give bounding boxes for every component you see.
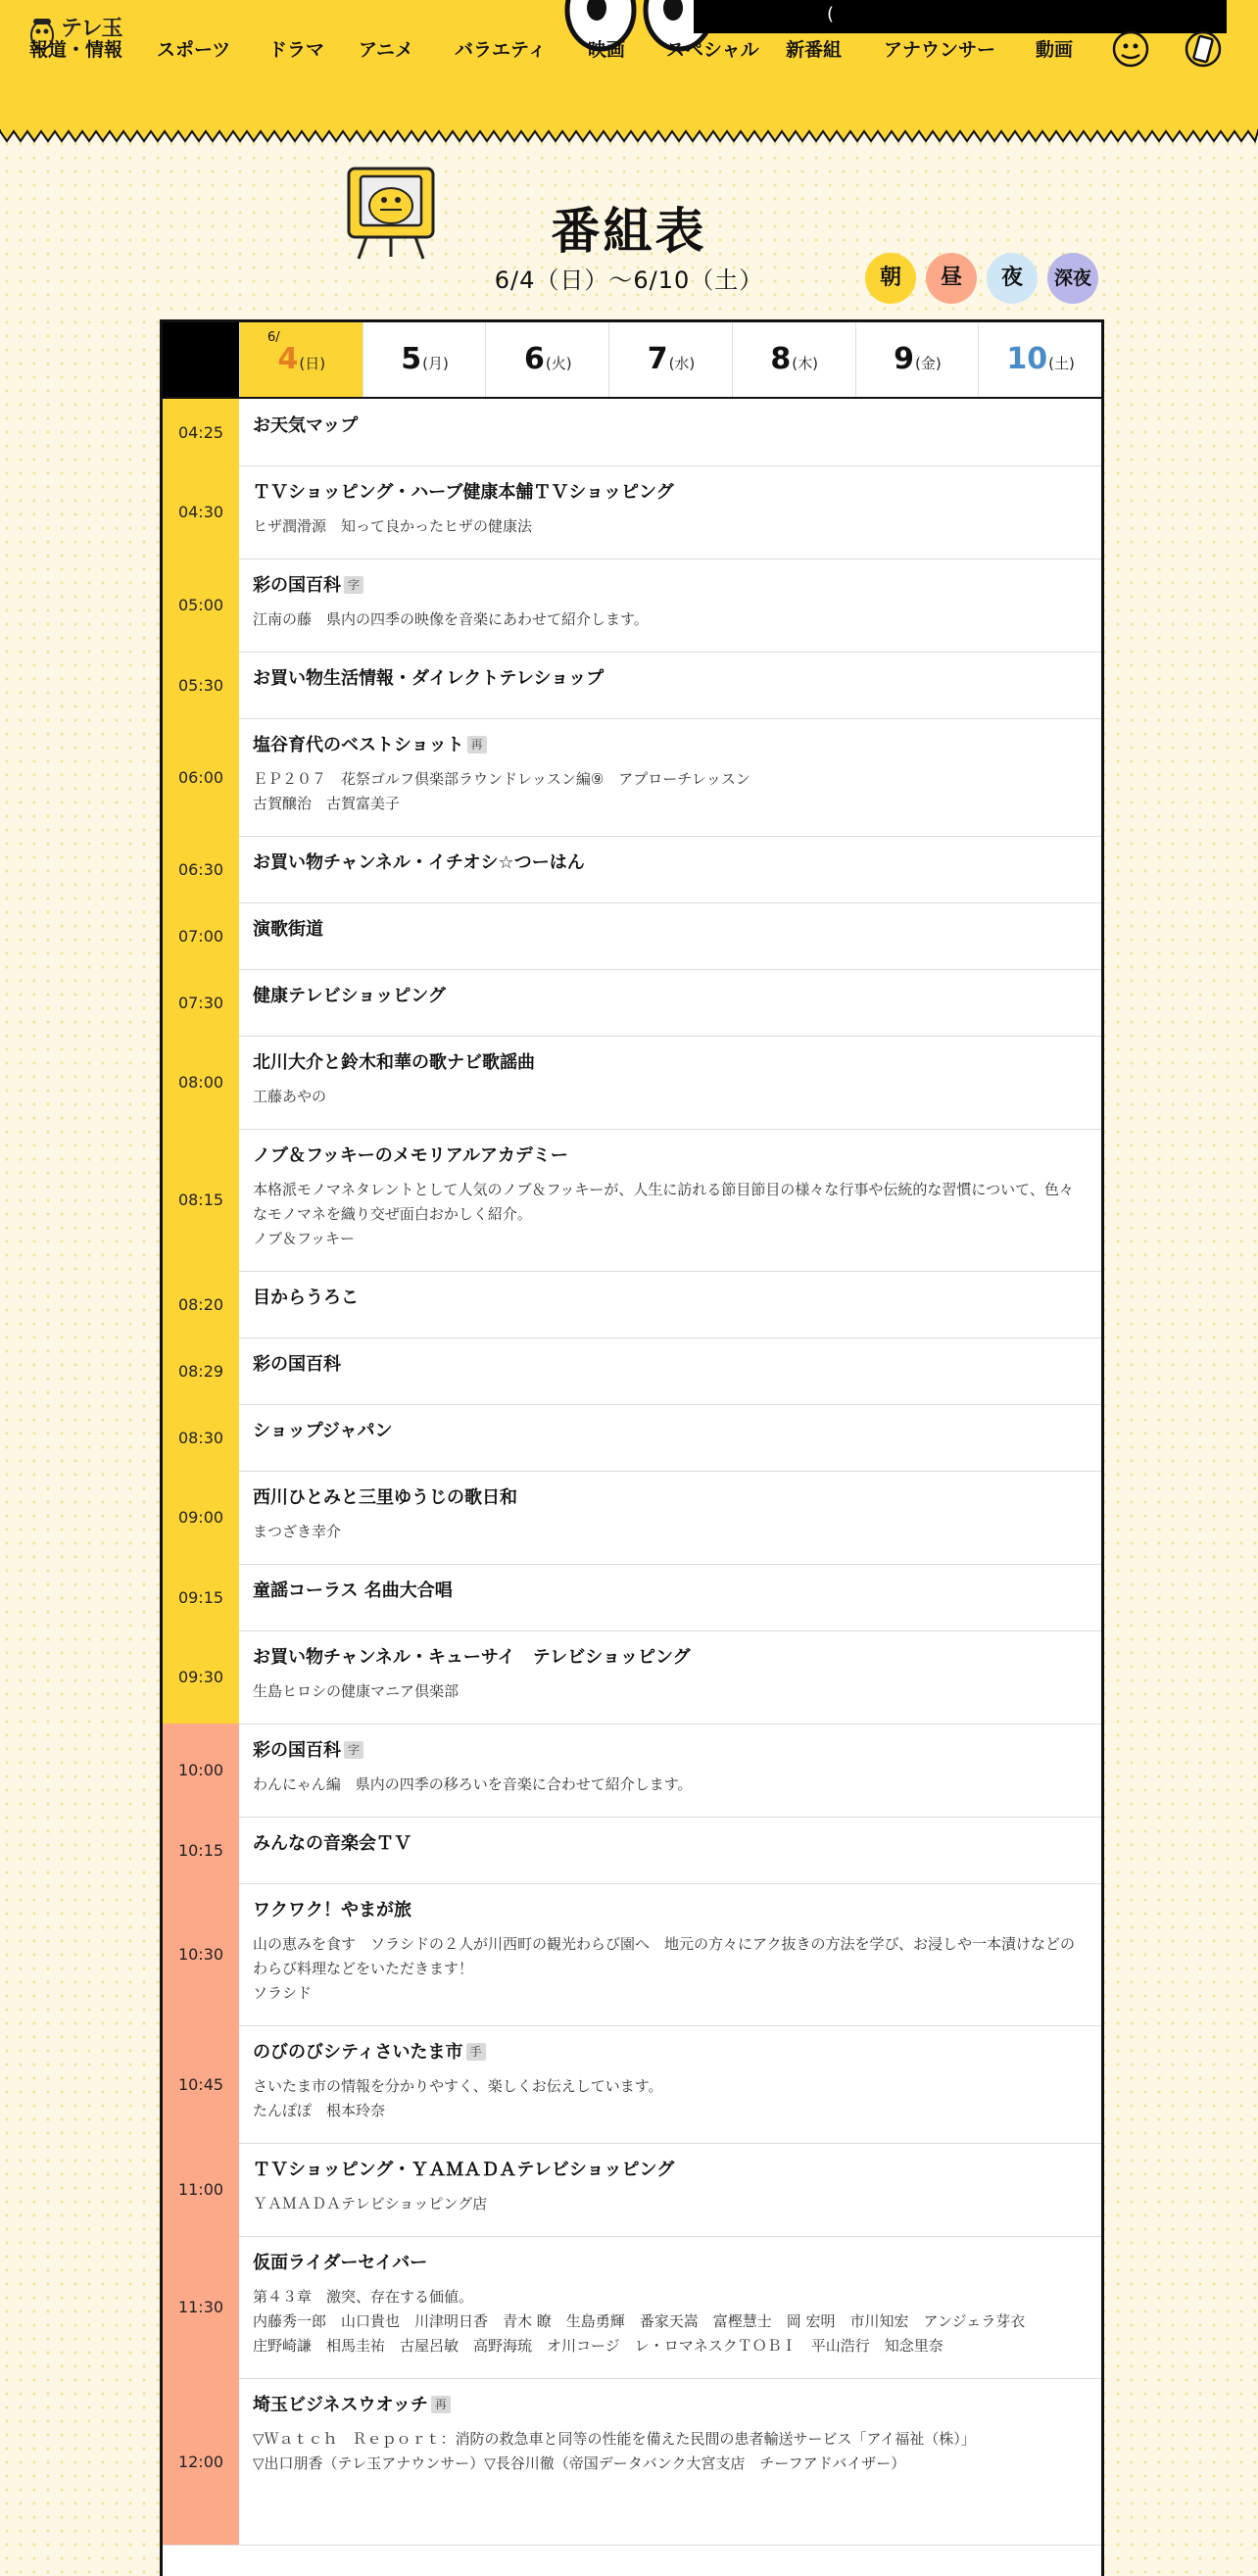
tod-label: 夜 — [1000, 266, 1023, 290]
program-title[interactable] — [253, 985, 1082, 1008]
program-description: ヒザ潤滑源 知って良かったヒザの健康法 — [253, 517, 533, 535]
nav-special[interactable]: スペシャル — [666, 39, 759, 61]
program-title-text: お天気マップ — [253, 415, 359, 436]
program-body — [253, 1404, 1082, 1443]
program-title-text: ノブ＆フッキーのメモリアルアカデミー — [253, 1145, 568, 1166]
program-row[interactable] — [163, 1471, 1101, 1565]
day-month: 6/ — [267, 330, 280, 345]
program-badge: 再 — [467, 736, 487, 753]
program-body — [253, 652, 1082, 691]
tod-label: 朝 — [879, 266, 901, 290]
smartphone-icon[interactable] — [1184, 29, 1223, 69]
program-row[interactable] — [163, 1036, 1101, 1130]
program-row[interactable] — [163, 2025, 1101, 2144]
day-number: 8 — [770, 342, 792, 376]
program-time: 04:30 — [163, 465, 239, 559]
nav-sports[interactable]: スポーツ — [157, 39, 231, 61]
day-number: 6 — [523, 342, 545, 376]
program-time: 05:00 — [163, 559, 239, 652]
program-title[interactable] — [253, 1580, 1082, 1603]
program-row[interactable] — [163, 399, 1101, 466]
program-title[interactable] — [253, 1420, 1082, 1443]
program-body — [253, 1271, 1082, 1310]
program-title[interactable] — [253, 2159, 1082, 2182]
bell-mascot-icon[interactable] — [1111, 29, 1150, 69]
program-time: 07:00 — [163, 902, 239, 969]
program-title-text: 北川大介と鈴木和華の歌ナビ歌謡曲 — [253, 1052, 535, 1073]
program-description: ＥＰ２０７ 花祭ゴルフ倶楽部ラウンドレッスン編⑨ アプローチレッスン — [253, 770, 750, 788]
program-title[interactable] — [253, 1832, 1082, 1856]
program-body — [253, 1471, 1082, 1544]
program-title-text: 仮面ライダーセイバー — [253, 2253, 428, 2273]
program-time: 06:30 — [163, 836, 239, 902]
program-title-text: ＴＶショッピング・ＹＡＭＡＤＡテレビショッピング — [253, 2160, 675, 2180]
program-title[interactable] — [253, 2394, 1082, 2417]
program-time: 07:30 — [163, 969, 239, 1036]
program-body — [253, 1630, 1082, 1704]
program-time: 09:00 — [163, 1471, 239, 1564]
program-body — [253, 969, 1082, 1008]
day-weekday: (火) — [545, 355, 572, 372]
program-time: 04:25 — [163, 399, 239, 465]
logo-text: テレ玉 — [61, 17, 122, 41]
top-notice-text: ( — [827, 4, 835, 24]
program-description: 生島ヒロシの健康マニア倶楽部 — [253, 1682, 460, 1700]
nav-anime[interactable]: アニメ — [359, 39, 414, 61]
program-description: 第４３章 激突、存在する価値。 — [253, 2288, 474, 2306]
program-cast: ソラシド — [253, 1984, 313, 2002]
program-badge: 再 — [431, 2396, 451, 2413]
program-title-text: 西川ひとみと三里ゆうじの歌日和 — [253, 1487, 517, 1508]
nav-video[interactable]: 動画 — [1036, 39, 1074, 61]
day-tab-9[interactable] — [855, 322, 980, 397]
tod-morning-button[interactable] — [865, 253, 916, 304]
program-time: 10:00 — [163, 1724, 239, 1817]
page-title: 番組表 — [551, 203, 707, 260]
day-weekday: (木) — [792, 355, 818, 372]
program-description: まつざき幸介 — [253, 1523, 342, 1540]
program-title-text: お買い物チャンネル・イチオシ☆つーはん — [253, 852, 585, 873]
program-title-text: 埼玉ビジネスウオッチ — [253, 2395, 428, 2415]
program-title[interactable] — [253, 1287, 1082, 1310]
program-body — [253, 1724, 1082, 1797]
program-row[interactable] — [163, 1129, 1101, 1272]
program-title[interactable] — [253, 667, 1082, 691]
program-table — [160, 319, 1104, 2576]
program-time: 10:45 — [163, 2025, 239, 2143]
program-title[interactable] — [253, 2252, 1082, 2275]
program-title-text: 演歌街道 — [253, 919, 323, 940]
program-body — [253, 2143, 1082, 2216]
program-title-text: 目からうろこ — [253, 1288, 359, 1308]
day-number: 9 — [894, 342, 914, 376]
program-body — [253, 718, 1082, 816]
program-title-text: お買い物生活情報・ダイレクトテレショップ — [253, 668, 605, 689]
program-title[interactable] — [253, 2041, 1082, 2065]
program-row[interactable] — [163, 836, 1101, 903]
program-body — [253, 1564, 1082, 1603]
program-row[interactable] — [163, 1724, 1101, 1818]
program-title-text: のびのびシティさいたま市 — [253, 2042, 463, 2063]
program-badge: 字 — [344, 576, 363, 594]
day-weekday: (日) — [299, 355, 326, 372]
program-badge: 字 — [344, 1741, 363, 1759]
program-body — [253, 1129, 1082, 1251]
program-description: 江南の藤 県内の四季の映像を音楽にあわせて紹介します。 — [253, 610, 649, 628]
tod-evening-button[interactable] — [987, 253, 1038, 304]
day-number: 5 — [401, 342, 422, 376]
program-body — [253, 1036, 1082, 1109]
program-row[interactable] — [163, 2236, 1101, 2379]
program-title[interactable] — [253, 1051, 1082, 1075]
nav-variety[interactable]: バラエティ — [455, 39, 547, 61]
program-time: 08:30 — [163, 1404, 239, 1471]
day-weekday: (金) — [914, 355, 942, 372]
program-time: 08:29 — [163, 1337, 239, 1404]
program-title-text: 彩の国百科 — [253, 575, 341, 596]
program-title[interactable] — [253, 1353, 1082, 1377]
program-row[interactable] — [163, 902, 1101, 970]
program-description: 本格派モノマネタレントとして人気のノブ＆フッキーが、人生に訪れる節目節目の様々な行事や伝統的な習慣について、色々なモノマネを織り交ぜ面白おかしく紹介。 — [253, 1181, 1074, 1223]
program-description: 工藤あやの — [253, 1088, 327, 1105]
program-time: 09:15 — [163, 1564, 239, 1630]
program-title[interactable] — [253, 414, 1082, 438]
program-badge: 手 — [466, 2043, 486, 2061]
day-number: 4 — [277, 342, 299, 376]
program-time: 11:30 — [163, 2236, 239, 2378]
day-tab-10[interactable] — [978, 322, 1102, 397]
program-title-text: 塩谷育代のベストショット — [253, 735, 464, 755]
program-time: 10:15 — [163, 1817, 239, 1883]
program-title[interactable] — [253, 918, 1082, 942]
program-body — [253, 559, 1082, 632]
program-row[interactable] — [163, 465, 1101, 559]
program-cast: たんぽぽ 根本玲奈 — [253, 2102, 386, 2119]
program-time: 06:00 — [163, 718, 239, 836]
program-time: 05:30 — [163, 652, 239, 718]
program-cast: 古賀醸治 古賀富美子 — [253, 795, 401, 812]
day-number: 10 — [1006, 342, 1048, 376]
program-time: 10:30 — [163, 1883, 239, 2025]
program-title-text: 健康テレビショッピング — [253, 986, 446, 1006]
program-title[interactable] — [253, 1899, 1082, 1922]
program-row[interactable] — [163, 1564, 1101, 1631]
program-title[interactable] — [253, 851, 1082, 875]
program-row[interactable] — [163, 1404, 1101, 1472]
program-row[interactable] — [163, 718, 1101, 837]
day-tab-5[interactable] — [363, 322, 487, 397]
program-description: わんにゃん編 県内の四季の移ろいを音楽に合わせて紹介します。 — [253, 1775, 693, 1793]
program-title-text: みんなの音楽会ＴＶ — [253, 1833, 411, 1854]
top-notice-bar — [694, 0, 1227, 33]
program-body — [253, 1817, 1082, 1856]
program-row[interactable] — [163, 559, 1101, 653]
day-selector — [163, 322, 1101, 399]
program-title[interactable] — [253, 1144, 1082, 1168]
program-title-text: ＴＶショッピング・ハーブ健康本舗ＴＶショッピング — [253, 482, 674, 503]
nav-announcers[interactable]: アナウンサー — [884, 39, 996, 61]
program-row[interactable] — [163, 2143, 1101, 2237]
program-row[interactable] — [163, 1271, 1101, 1338]
program-title[interactable] — [253, 734, 1082, 757]
main-nav — [0, 35, 1258, 65]
program-body — [253, 836, 1082, 875]
day-weekday: (月) — [422, 355, 449, 372]
program-time: 08:20 — [163, 1271, 239, 1337]
program-row[interactable] — [163, 1817, 1101, 1884]
day-tab-6[interactable] — [485, 322, 609, 397]
program-body — [253, 902, 1082, 942]
program-title-text: 彩の国百科 — [253, 1740, 341, 1761]
program-body — [253, 1337, 1082, 1377]
program-body — [253, 465, 1082, 539]
program-time: 09:30 — [163, 1630, 239, 1724]
day-number: 7 — [647, 342, 668, 376]
program-row[interactable] — [163, 1337, 1101, 1405]
tod-label: 昼 — [940, 266, 962, 290]
site-header — [0, 0, 1258, 132]
program-title[interactable] — [253, 1739, 1082, 1763]
day-weekday: (水) — [668, 355, 696, 372]
tod-noon-button[interactable] — [926, 253, 977, 304]
program-description: さいたま市の情報を分かりやすく、楽しくお伝えしています。 — [253, 2077, 663, 2095]
day-tab-8[interactable] — [732, 322, 856, 397]
program-description: ＹＡＭＡＤＡテレビショッピング店 — [253, 2195, 488, 2212]
program-description: ▽Ｗａｔｃｈ Ｒｅｐｏｒｔ：消防の救急車と同等の性能を備えた民間の患者輸送サービス「アイ福祉（株）」 ▽出口朋香（テレ玉アナウンサー）▽長谷川徹（帝国データバンク大宮支店 チーフアドバイザー） — [253, 2430, 976, 2472]
program-title[interactable] — [253, 1646, 1082, 1670]
nav-drama[interactable]: ドラマ — [268, 39, 325, 61]
program-cast: 内藤秀一郎 山口貴也 川津明日香 青木 瞭 生島勇輝 番家天嵩 富樫慧士 岡 宏明 市川知宏 アンジェラ芽衣 庄野崎謙 相馬圭祐 古屋呂敏 高野海琉 オ川コージ レ・ロマネスクＴＯＢＩ 平山浩行 知念里奈 — [253, 2312, 1026, 2355]
program-title[interactable] — [253, 1486, 1082, 1510]
program-time: 08:15 — [163, 1129, 239, 1271]
program-title-text: 童謡コーラス 名曲大合唱 — [253, 1580, 453, 1601]
program-title[interactable] — [253, 574, 1082, 598]
program-title-text: お買い物チャンネル・キューサイ テレビショッピング — [253, 1647, 691, 1668]
program-title-text: 彩の国百科 — [253, 1354, 341, 1375]
program-body — [253, 2025, 1082, 2123]
nav-new-programs[interactable]: 新番組 — [786, 39, 843, 61]
program-time: 08:00 — [163, 1036, 239, 1129]
nav-news[interactable]: 報道・情報 — [29, 39, 123, 61]
day-tab-7[interactable] — [608, 322, 733, 397]
program-title-text: ワクワク！やまが旅 — [253, 1900, 411, 1920]
nav-movie[interactable]: 映画 — [588, 39, 626, 61]
tod-label: 深夜 — [1053, 267, 1091, 289]
header-zigzag-edge — [0, 129, 1258, 145]
tod-late-night-button[interactable] — [1047, 253, 1098, 304]
program-body — [253, 2378, 1082, 2476]
program-row[interactable] — [163, 1883, 1101, 2026]
program-description: 山の恵みを食す ソラシドの２人が川西町の観光わらび園へ 地元の方々にアク抜きの方法を学び、お浸しや一本漬けなどのわらび料理などをいただきます！ — [253, 1935, 1075, 1977]
program-title-text: ショップジャパン — [253, 1421, 393, 1441]
program-row[interactable] — [163, 2378, 1101, 2546]
day-corner — [163, 322, 239, 397]
program-row[interactable] — [163, 652, 1101, 719]
program-time: 11:00 — [163, 2143, 239, 2236]
day-tab-4[interactable] — [239, 322, 363, 397]
program-time: 12:00 — [163, 2378, 239, 2545]
program-cast: ノブ＆フッキー — [253, 1230, 355, 1247]
program-row[interactable] — [163, 969, 1101, 1037]
day-weekday: (土) — [1048, 355, 1075, 372]
program-body — [253, 2236, 1082, 2358]
date-range: 6/4（日）〜6/10（土） — [494, 267, 764, 294]
program-body — [253, 1883, 1082, 2006]
program-title[interactable] — [253, 481, 1082, 505]
program-row[interactable] — [163, 1630, 1101, 1725]
program-body — [253, 399, 1082, 438]
